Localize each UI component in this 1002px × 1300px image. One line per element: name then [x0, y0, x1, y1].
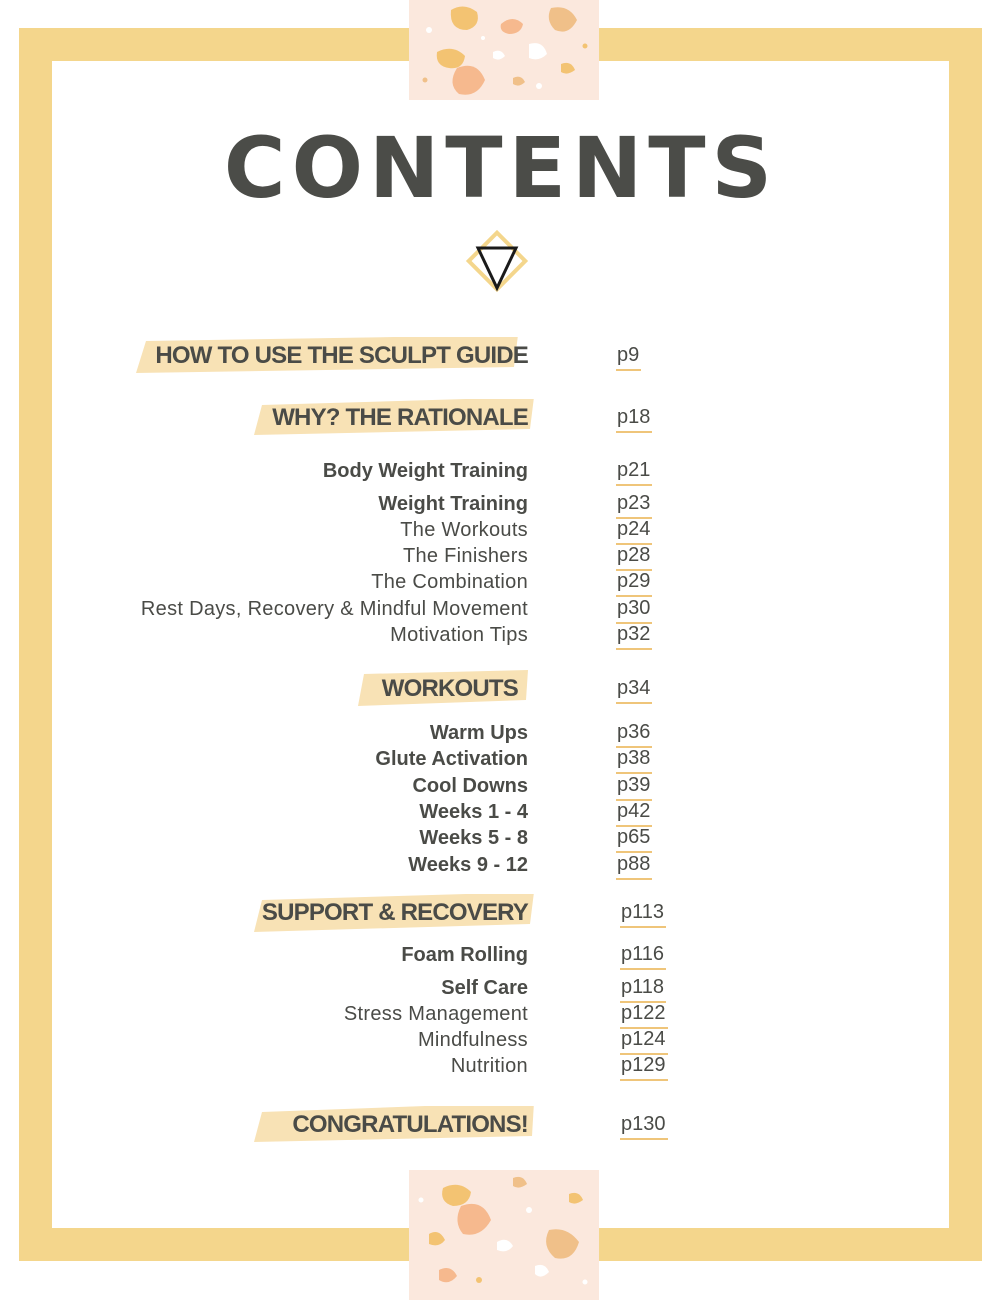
toc-page-link[interactable]: p29: [616, 567, 652, 597]
toc-page-link[interactable]: p39: [616, 771, 652, 801]
toc-heading-row: [0, 898, 1002, 928]
toc-page-link[interactable]: p36: [616, 718, 652, 748]
toc-page-link[interactable]: p23: [616, 489, 652, 519]
diamond-triangle-icon: [462, 226, 532, 296]
toc-heading-label: SUPPORT & RECOVERY: [261, 899, 528, 926]
toc-page-link[interactable]: p32: [616, 620, 652, 650]
toc-entry-row: [0, 1051, 1002, 1081]
toc-page-link[interactable]: p21: [616, 456, 652, 486]
toc-entry-row: [0, 567, 1002, 597]
toc-entry-label: Motivation Tips: [390, 624, 528, 646]
toc-entry-label: Body Weight Training: [322, 460, 528, 482]
toc-page-link[interactable]: p18: [616, 403, 652, 433]
toc-entry-label: Mindfulness: [417, 1029, 528, 1051]
toc-entry-label: Rest Days, Recovery & Mindful Movement: [140, 598, 528, 620]
toc-page-link[interactable]: p129: [620, 1051, 668, 1081]
page-title: CONTENTS: [223, 119, 779, 217]
toc-page-link[interactable]: p113: [620, 898, 666, 928]
toc-heading-label: CONGRATULATIONS!: [292, 1111, 528, 1138]
toc-entry-label: Self Care: [441, 977, 528, 999]
terrazzo-decoration-bottom: [409, 1170, 599, 1300]
toc-entry-label: Weeks 1 - 4: [419, 801, 528, 823]
toc-entry-row: [0, 456, 1002, 486]
toc-heading-row: [0, 1110, 1002, 1140]
toc-page-link[interactable]: p122: [620, 999, 668, 1029]
toc-heading-label: WHY? THE RATIONALE: [272, 404, 528, 431]
toc-entry-label: Warm Ups: [429, 722, 528, 744]
toc-entry-label: Stress Management: [343, 1003, 528, 1025]
toc-entry-label: Weight Training: [378, 493, 528, 515]
toc-page-link[interactable]: p124: [620, 1025, 668, 1055]
toc-heading-row: [0, 403, 1002, 433]
toc-entry-row: [0, 850, 1002, 880]
toc-page-link[interactable]: p30: [616, 594, 652, 624]
toc-page-link[interactable]: p88: [616, 850, 652, 880]
toc-page-link[interactable]: p65: [616, 823, 652, 853]
toc-page-link[interactable]: p118: [620, 973, 666, 1003]
toc-entry-label: The Workouts: [400, 519, 528, 541]
toc-entry-label: Nutrition: [450, 1055, 528, 1077]
toc-entry-label: The Combination: [371, 571, 528, 593]
toc-entry-label: Glute Activation: [375, 748, 528, 770]
toc-page-link[interactable]: p24: [616, 515, 652, 545]
terrazzo-decoration-top: [409, 0, 599, 100]
toc-entry-row: [0, 744, 1002, 774]
toc-page-link[interactable]: p130: [620, 1110, 668, 1140]
toc-entry-row: [0, 620, 1002, 650]
toc-page-link[interactable]: p38: [616, 744, 652, 774]
toc-entry-row: [0, 823, 1002, 853]
toc-heading-row: [0, 674, 1002, 704]
toc-heading-row: [0, 341, 1002, 371]
toc-page-link[interactable]: p28: [616, 541, 652, 571]
toc-page-link[interactable]: p42: [616, 797, 652, 827]
toc-page-link[interactable]: p34: [616, 674, 652, 704]
toc-heading-label: HOW TO USE THE SCULPT GUIDE: [155, 342, 528, 369]
toc-entry-label: Weeks 9 - 12: [408, 854, 528, 876]
toc-entry-label: The Finishers: [402, 545, 528, 567]
toc-entry-label: Cool Downs: [412, 775, 528, 797]
toc-page-link[interactable]: p116: [620, 940, 666, 970]
toc-entry-row: [0, 940, 1002, 970]
toc-page-link[interactable]: p9: [616, 341, 641, 371]
toc-heading-label: WORKOUTS: [381, 675, 518, 702]
toc-entry-label: Foam Rolling: [401, 944, 528, 966]
toc-entry-label: Weeks 5 - 8: [419, 827, 528, 849]
